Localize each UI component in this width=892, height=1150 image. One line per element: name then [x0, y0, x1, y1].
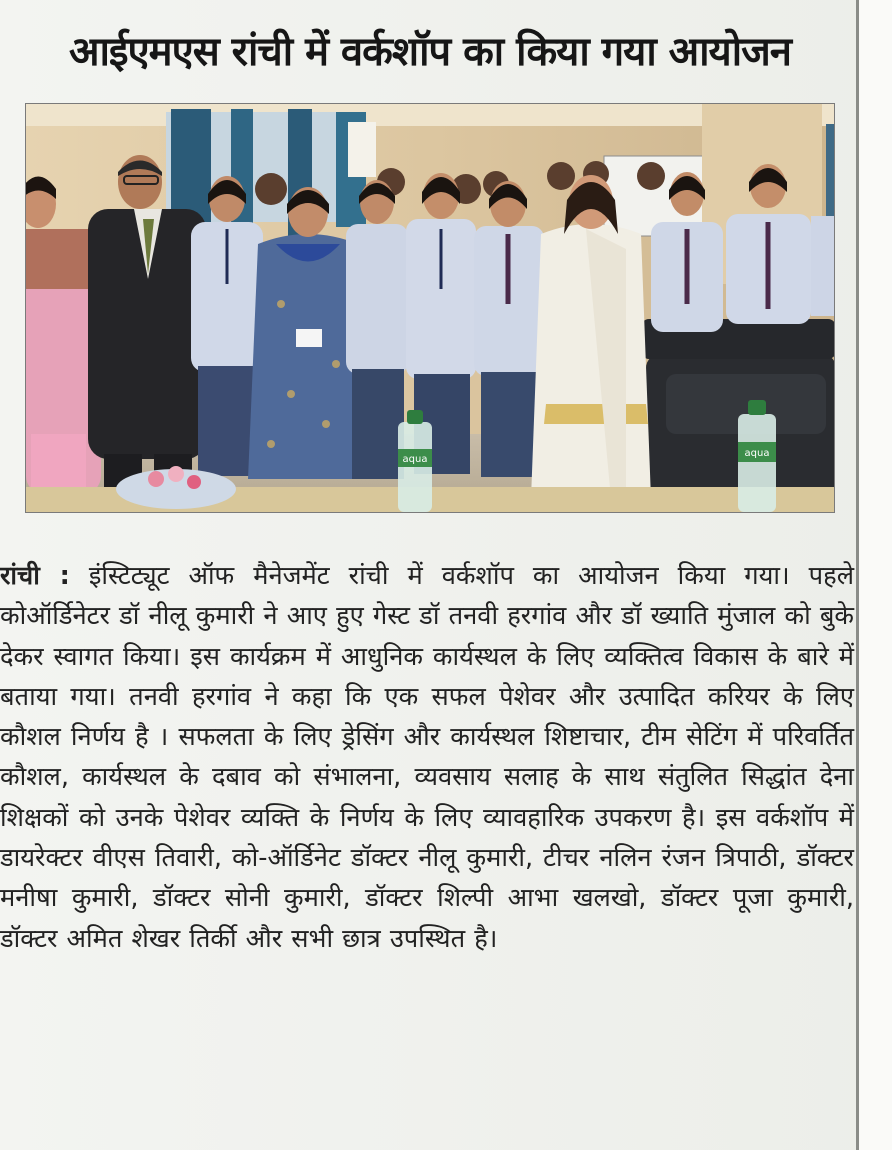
group-photo-illustration [26, 104, 834, 512]
headline: आईएमएस रांची में वर्कशॉप का किया गया आयोजन [69, 29, 791, 75]
bottle-label: aqua [744, 448, 770, 459]
water-bottle-right [738, 400, 776, 512]
article-text: इंस्टिट्यूट ऑफ मैनेजमेंट रांची में वर्कशॉप का आयोजन किया गया। पहले कोऑर्डिनेटर डॉ नीलू कुमारी ने आए हुए गेस्ट डॉ तनवी हरगांव और डॉ ख्याति मुंजाल को बुके देकर स्वागत किया। इस कार्यक्रम में आधुनिक कार्यस्थल के लिए व्यक्तित्व विकास के बारे में बताया गया। तनवी हरगांव ने कहा कि एक सफल पेशेवर और उत्पादित करियर के लिए कौशल निर्णय है । सफलता के लिए ड्रेसिंग और कार्यस्थल शिष्टाचार, टीम सेटिंग में परिवर्तित कौशल, कार्यस्थल के दबाव को संभालना, व्यवसाय सलाह के साथ संतुलित सिद्धांत देना शिक्षकों को उनके पेशेवर व्यक्ति के निर्णय के लिए व्यावहारिक उपकरण है। इस वर्कशॉप में डायरेक्टर वीएस तिवारी, को-ऑर्डिनेट डॉक्टर नीलू कुमारी, टीचर नलिन रंजन त्रिपाठी, डॉक्टर मनीषा कुमारी, डॉक्टर सोनी कुमारी, डॉक्टर शिल्पी आभा खलखो, डॉक्टर पूजा कुमारी, डॉक्टर अमित शेखर तिर्की और सभी छात्र उपस्थित है। [0, 561, 854, 954]
water-bottle-left [398, 410, 432, 512]
article-body [0, 556, 854, 959]
dateline: रांची : [0, 561, 70, 591]
bottle-label: aqua [402, 454, 428, 465]
page-margin [859, 0, 892, 1150]
news-photo [25, 103, 835, 513]
